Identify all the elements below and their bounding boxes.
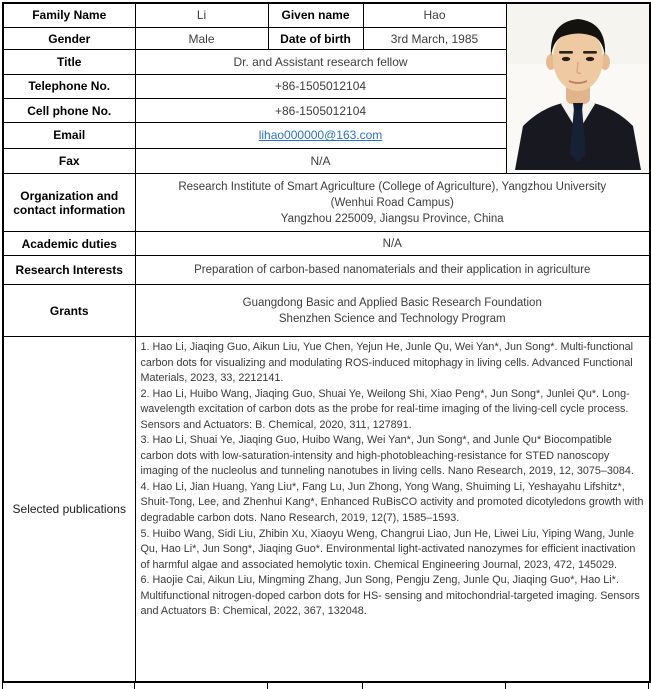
telephone-label: Telephone No.	[3, 74, 135, 98]
next-row-border-stub	[267, 683, 268, 689]
publication-item-3: 3. Hao Li, Shuai Ye, Jiaqing Guo, Huibo Wang, Wei Yan*, Jun Song*, and Junle Qu* Biocompatible carbon dots with low-saturation-intensity and high-photobleaching-resistance for STED nanoscopy imaging of the nucleolus and tunneling nanotubes in living cells. Nano Research, 2019, 12, 3075–3084.	[140, 434, 634, 478]
row-name	[3, 3, 650, 27]
family-name-label: Family Name	[3, 3, 135, 27]
publication-item-2: 2. Hao Li, Huibo Wang, Jiaqing Guo, Shuai Ye, Weilong Shi, Xiao Peng*, Jun Song*, Junlei Qu*. Long-wavelength excitation of carbon dots as the probe for real-time imaging of the living-cell cycle process. Sensors and Actuators: B. Chemical, 2020, 311, 127891.	[140, 387, 630, 431]
row-organization	[3, 174, 650, 232]
organization-label: Organization and contact information	[3, 174, 135, 232]
next-row-border-stub	[505, 683, 506, 689]
cellphone-label: Cell phone No.	[3, 98, 135, 122]
organization-value	[135, 174, 650, 232]
publications-label: Selected publications	[3, 337, 135, 682]
academic-duties-value: N/A	[135, 232, 650, 256]
email-label: Email	[3, 123, 135, 148]
row-research-interests	[3, 256, 650, 285]
dob-label: Date of birth	[268, 27, 363, 49]
grants-value	[135, 285, 650, 337]
email-link[interactable]: lihao000000@163.com	[258, 128, 383, 143]
publications-list	[135, 337, 650, 682]
cellphone-value: +86-1505012104	[135, 98, 506, 122]
next-row-border-stub	[648, 683, 649, 689]
family-name-value: Li	[135, 3, 268, 27]
grants-line-2: Shenzhen Science and Technology Program	[278, 312, 506, 325]
title-label: Title	[3, 50, 135, 74]
title-value: Dr. and Assistant research fellow	[135, 50, 506, 74]
gender-value: Male	[135, 27, 268, 49]
publication-item-5: 5. Huibo Wang, Sidi Liu, Zhibin Xu, Xiaoyu Weng, Changrui Liao, Jun He, Liwei Liu, Yiping Wang, Junle Qu, Hao Li*, Jun Song*, Jiaqing Guo*. Environmental light-activated nanozymes for efficient inactivation of harmful algae and associated hemolytic toxin. Chemical Engineering Journal, 2023, 472, 145029.	[140, 527, 636, 571]
academic-duties-label: Academic duties	[3, 232, 135, 256]
publication-item-6: 6. Haojie Cai, Aikun Liu, Mingming Zhang, Jun Song, Pengju Zeng, Junle Qu, Jiaqing Guo*, Hao Li*. Multifunctional nitrogen-doped carbon dots for HS- sensing and mitochondrial-targeted imaging. Sensors and Actuators B: Chemical, 2022, 367, 132048.	[140, 574, 640, 618]
portrait-photo	[506, 3, 650, 174]
cv-table	[2, 2, 651, 683]
research-interests-value: Preparation of carbon-based nanomaterials and their application in agriculture	[135, 256, 650, 285]
fax-label: Fax	[3, 148, 135, 173]
next-row-border-stub	[362, 683, 363, 689]
row-academic-duties	[3, 232, 650, 256]
portrait-photo-drawing	[507, 4, 649, 170]
publication-item-4: 4. Hao Li, Jian Huang, Yang Liu*, Fang Lu, Jun Zhong, Yong Wang, Shuiming Li, Yeshayahu Lifshitz*, Shuit-Tong, Lee, and Zhenhui Kang*, Enhanced RuBisCO activity and promoted dicotyledons growth with degradable carbon dots. Nano Research, 2019, 12(7), 1585–1593.	[140, 480, 644, 525]
next-row-border-stub	[2, 683, 3, 689]
publication-item-1: 1. Hao Li, Jiaqing Guo, Aikun Liu, Yue Chen, Yejun He, Junle Qu, Wei Yan*, Jun Song*. Multi-functional carbon dots for visualizing and modulating ROS-induced mitophagy in living cells. Advanced Functional Materials, 2023, 33, 2212141.	[140, 341, 634, 385]
next-row-border-stub	[134, 683, 135, 689]
email-value-cell	[135, 123, 506, 148]
given-name-value: Hao	[363, 3, 506, 27]
research-interests-label: Research Interests	[3, 256, 135, 285]
grants-label: Grants	[3, 285, 135, 337]
gender-label: Gender	[3, 27, 135, 49]
given-name-label: Given name	[268, 3, 363, 27]
organization-line-1: Research Institute of Smart Agriculture (College of Agriculture), Yangzhou University	[178, 180, 607, 193]
fax-value: N/A	[135, 148, 506, 173]
row-grants	[3, 285, 650, 337]
row-publications	[3, 337, 650, 682]
dob-value: 3rd March, 1985	[363, 27, 506, 49]
organization-line-3: Yangzhou 225009, Jiangsu Province, China	[280, 212, 504, 225]
telephone-value: +86-1505012104	[135, 74, 506, 98]
organization-line-2: (Wenhui Road Campus)	[330, 196, 454, 209]
grants-line-1: Guangdong Basic and Applied Basic Research Foundation	[242, 296, 542, 309]
